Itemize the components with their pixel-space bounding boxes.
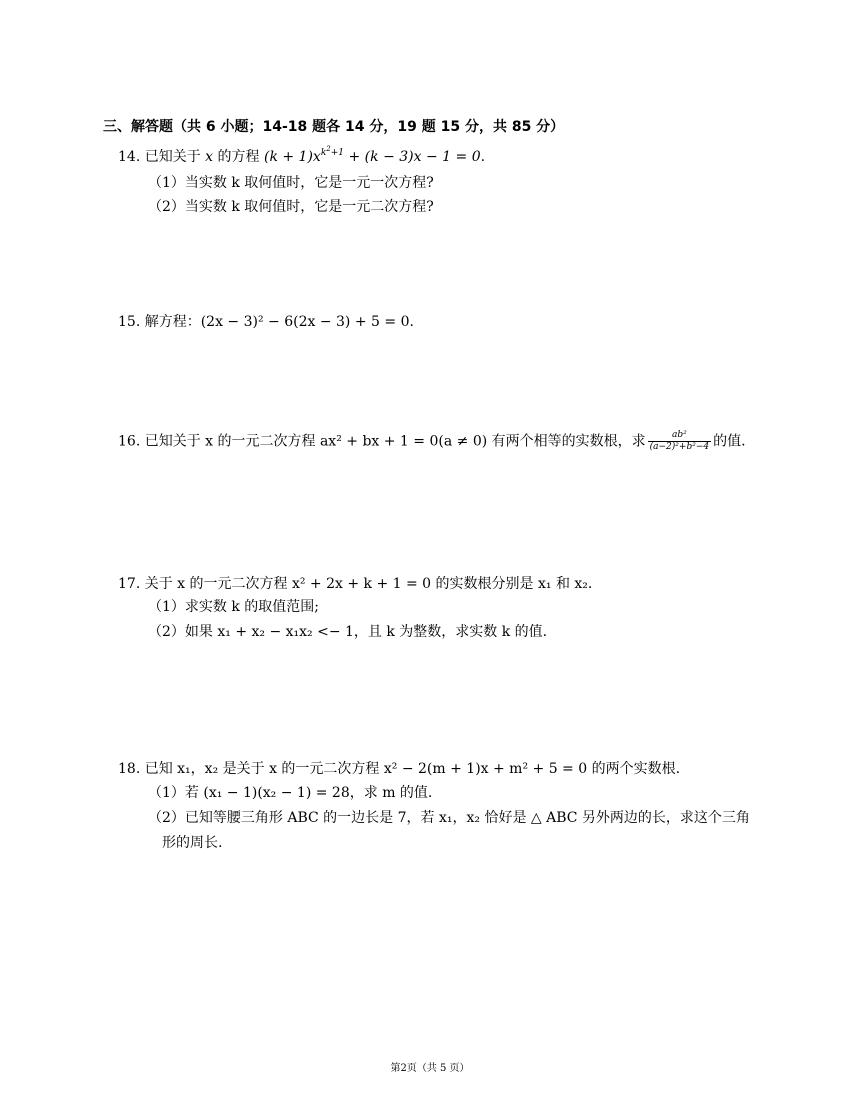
q14-part2: （2）当实数 k 取何值时，它是一元二次方程? <box>148 199 434 215</box>
q18-part2-line2: 形的周长. <box>162 835 223 851</box>
q14-var-x: x <box>205 149 214 165</box>
section-title: 三、解答题（共 6 小题；14-18 题各 14 分，19 题 15 分，共 85 分） <box>103 119 565 135</box>
q14-part1: （1）当实数 k 取何值时，它是一元一次方程? <box>148 175 434 191</box>
page-footer: 第2页（共 5 页） <box>390 1063 470 1074</box>
q16-frac-denominator: (a−2)²+b²−4 <box>649 442 710 452</box>
q17-part2: （2）如果 x₁ + x₂ − x₁x₂ <− 1，且 k 为整数，求实数 k 的值. <box>148 624 548 640</box>
q18-part1: （1）若 (x₁ − 1)(x₂ − 1) = 28，求 m 的值. <box>148 785 433 801</box>
q16-text-a: 16. 已知关于 x 的一元二次方程 ax² + bx + 1 = 0(a ≠ 0) 有两个相等的实数根，求 <box>118 433 646 450</box>
q14-text-a: 14. 已知关于 <box>118 149 206 165</box>
question-14 <box>118 146 485 168</box>
q16-fraction <box>648 430 711 453</box>
q14-text-end: . <box>480 149 486 165</box>
q16-text-b: 的值. <box>713 433 746 450</box>
q18-part2-line1: （2）已知等腰三角形 ABC 的一边长是 7，若 x₁，x₂ 恰好是 △ ABC 另外两边的长，求这个三角 <box>148 810 750 826</box>
q14-equation: $(k + 1)x^{k^2+1} + (k - 3)x - 1 = 0$ <box>263 145 481 165</box>
question-15: 15. 解方程：(2x − 3)² − 6(2x − 3) + 5 = 0. <box>118 314 414 330</box>
q14-text-b: 的方程 <box>213 149 264 165</box>
question-16 <box>118 430 746 453</box>
q16-frac-numerator: ab² <box>648 430 711 442</box>
q17-part1: （1）求实数 k 的取值范围; <box>148 599 320 615</box>
question-17: 17. 关于 x 的一元二次方程 x² + 2x + k + 1 = 0 的实数根分别是 x₁ 和 x₂. <box>118 576 593 592</box>
question-18: 18. 已知 x₁，x₂ 是关于 x 的一元二次方程 x² − 2(m + 1)x + m² + 5 = 0 的两个实数根. <box>118 761 681 777</box>
